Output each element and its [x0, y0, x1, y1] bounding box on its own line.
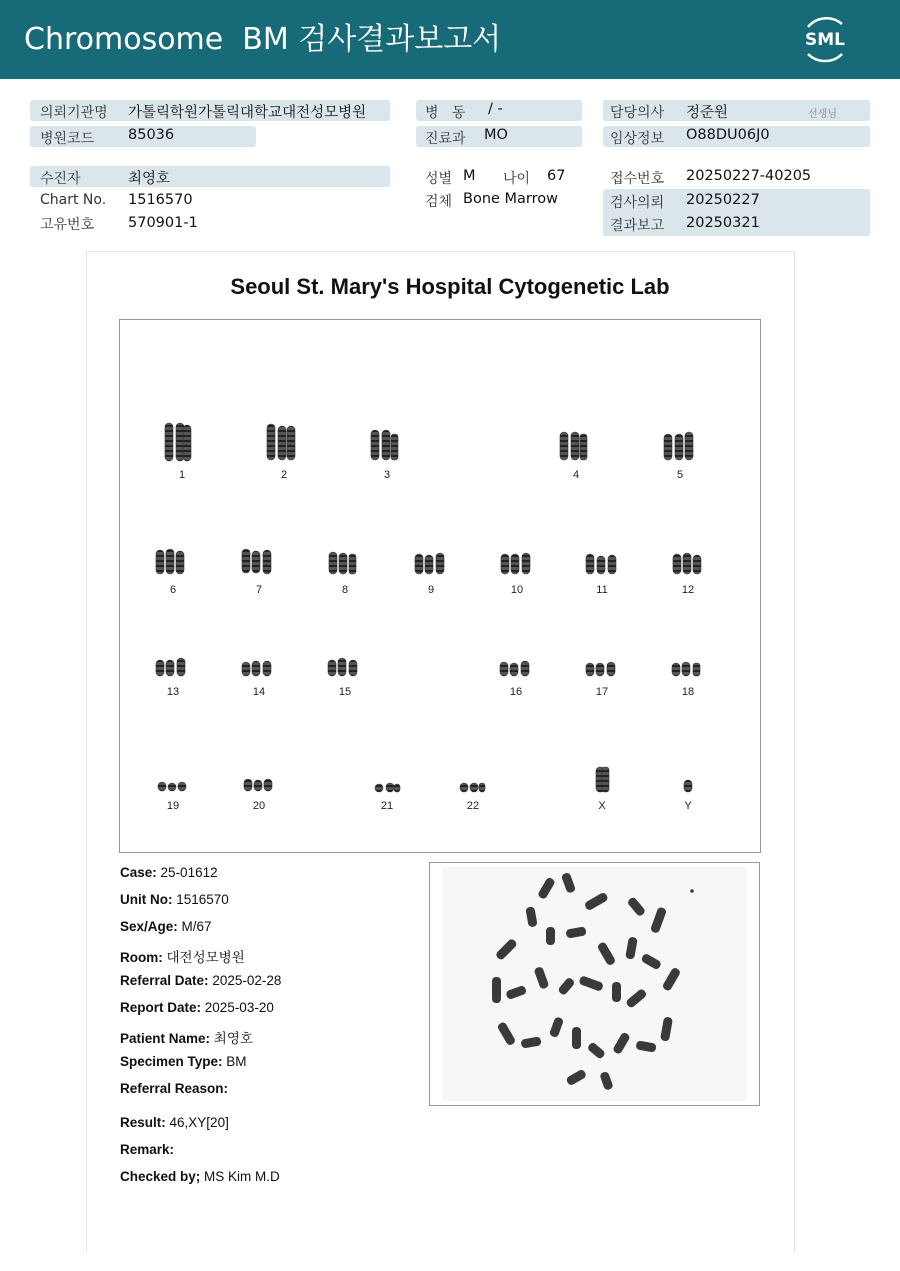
- sex-label: 성별: [425, 171, 453, 187]
- chromosome-19: [158, 782, 166, 791]
- chart-value: 1516570: [128, 192, 193, 208]
- karyotype-panel: [119, 319, 761, 853]
- detail-result: Result: 46,XY[20]: [120, 1115, 229, 1130]
- chromosome-label: 6: [169, 584, 177, 596]
- chromosome-label: 5: [676, 469, 684, 481]
- chromosome-label: 4: [572, 469, 580, 481]
- detail-checked-by: Checked by; MS Kim M.D: [120, 1169, 280, 1184]
- chromosome-label: 11: [596, 584, 608, 596]
- chromosome-label: 9: [427, 584, 435, 596]
- chromosome-label: 16: [509, 686, 523, 698]
- request-value: 20250227: [686, 192, 760, 208]
- chromosome-2: [267, 424, 275, 460]
- detail-referral-date: Referral Date: 2025-02-28: [120, 973, 282, 988]
- chromosome-18: [672, 663, 680, 676]
- clinical-value: O88DU06J0: [686, 127, 770, 143]
- detail-specimen-type: Specimen Type: BM: [120, 1054, 247, 1069]
- reception-value: 20250227-40205: [686, 168, 812, 184]
- sex-value: M: [463, 168, 476, 184]
- doctor-value: 정준원: [686, 105, 729, 121]
- chromosome-13: [156, 660, 164, 676]
- svg-text:SML: SML: [805, 30, 845, 50]
- chromosome-label: 1: [178, 469, 186, 481]
- chromosome-label: 10: [510, 584, 524, 596]
- sml-logo: [798, 12, 852, 66]
- chromosome-20: [244, 779, 252, 791]
- chromosome-label: 14: [252, 686, 266, 698]
- detail-room: Room: 대전성모병원: [120, 950, 245, 965]
- chromosome-label: X: [598, 800, 606, 812]
- patient-value: 최영호: [128, 171, 171, 187]
- chromosome-label: 19: [166, 800, 180, 812]
- clinical-label: 임상정보: [610, 131, 665, 147]
- specimen-label: 검체: [425, 194, 453, 210]
- report-value: 20250321: [686, 215, 760, 231]
- detail-patient-name: Patient Name: 최영호: [120, 1031, 253, 1046]
- chromosome-4: [560, 432, 568, 460]
- chromosome-5: [664, 434, 672, 460]
- chromosome-6: [156, 550, 164, 574]
- chromosome-1: [165, 423, 173, 461]
- ward-label: 병 동: [425, 105, 466, 121]
- chromosome-11: [586, 554, 594, 574]
- chromosome-label: 12: [681, 584, 695, 596]
- chromosome-label: 3: [383, 469, 391, 481]
- chromosome-21: [375, 784, 383, 792]
- chromosome-label: 13: [166, 686, 180, 698]
- patient-label: 수진자: [40, 171, 81, 187]
- chromosome-17: [586, 663, 594, 676]
- report-label: 결과보고: [610, 218, 665, 234]
- chromosome-9: [415, 554, 423, 574]
- report-header: [0, 0, 900, 79]
- age-label: 나이: [503, 171, 531, 187]
- doctor-label: 담당의사: [610, 105, 665, 121]
- doctor-suffix: 선생님: [808, 109, 837, 120]
- unique-value: 570901-1: [128, 215, 198, 231]
- lab-title: Seoul St. Mary's Hospital Cytogenetic Lab: [230, 274, 670, 299]
- chromosome-label: 22: [466, 800, 480, 812]
- chromosome-7: [242, 549, 250, 573]
- ward-value: / -: [488, 101, 503, 117]
- reception-label: 접수번호: [610, 171, 665, 187]
- chromosome-16: [500, 662, 508, 676]
- chromosome-12: [673, 554, 681, 574]
- institution-label: 의뢰기관명: [40, 105, 108, 121]
- chromosome-y: [684, 780, 692, 792]
- chromosome-label: 20: [252, 800, 266, 812]
- chromosome-10: [501, 554, 509, 574]
- chromosome-label: 18: [681, 686, 695, 698]
- department-value: MO: [484, 127, 508, 143]
- chromosome-15: [328, 660, 336, 676]
- chromosome-label: 7: [255, 584, 263, 596]
- metaphase-spread: [442, 867, 747, 1101]
- hospital-code-value: 85036: [128, 127, 175, 143]
- chromosome-3: [371, 430, 379, 460]
- chromosome-label: 15: [338, 686, 352, 698]
- institution-value: 가톨릭학원가톨릭대학교대전성모병원: [128, 105, 367, 121]
- detail-case: Case: 25-01612: [120, 865, 218, 880]
- unique-label: 고유번호: [40, 217, 95, 233]
- chromosome-label: Y: [684, 800, 692, 812]
- specimen-value: Bone Marrow: [463, 191, 559, 207]
- age-value: 67: [547, 168, 566, 184]
- request-label: 검사의뢰: [610, 195, 665, 211]
- chromosome-label: 8: [341, 584, 349, 596]
- report-title: Chromosome BM 검사결과보고서: [24, 22, 502, 57]
- detail-referral-reason: Referral Reason:: [120, 1081, 229, 1096]
- metaphase-image: [429, 862, 760, 1106]
- chromosome-22: [460, 783, 468, 792]
- chromosome-8: [329, 552, 337, 574]
- hospital-code-label: 병원코드: [40, 131, 95, 147]
- chromosome-label: 21: [380, 800, 394, 812]
- detail-report-date: Report Date: 2025-03-20: [120, 1000, 274, 1015]
- chart-label: Chart No.: [40, 192, 107, 208]
- detail-unit: Unit No: 1516570: [120, 892, 229, 907]
- detail-sexage: Sex/Age: M/67: [120, 919, 212, 934]
- department-label: 진료과: [425, 131, 466, 147]
- chromosome-label: 2: [280, 469, 288, 481]
- detail-remark: Remark:: [120, 1142, 175, 1157]
- chromosome-label: 17: [595, 686, 609, 698]
- chromosome-14: [242, 662, 250, 676]
